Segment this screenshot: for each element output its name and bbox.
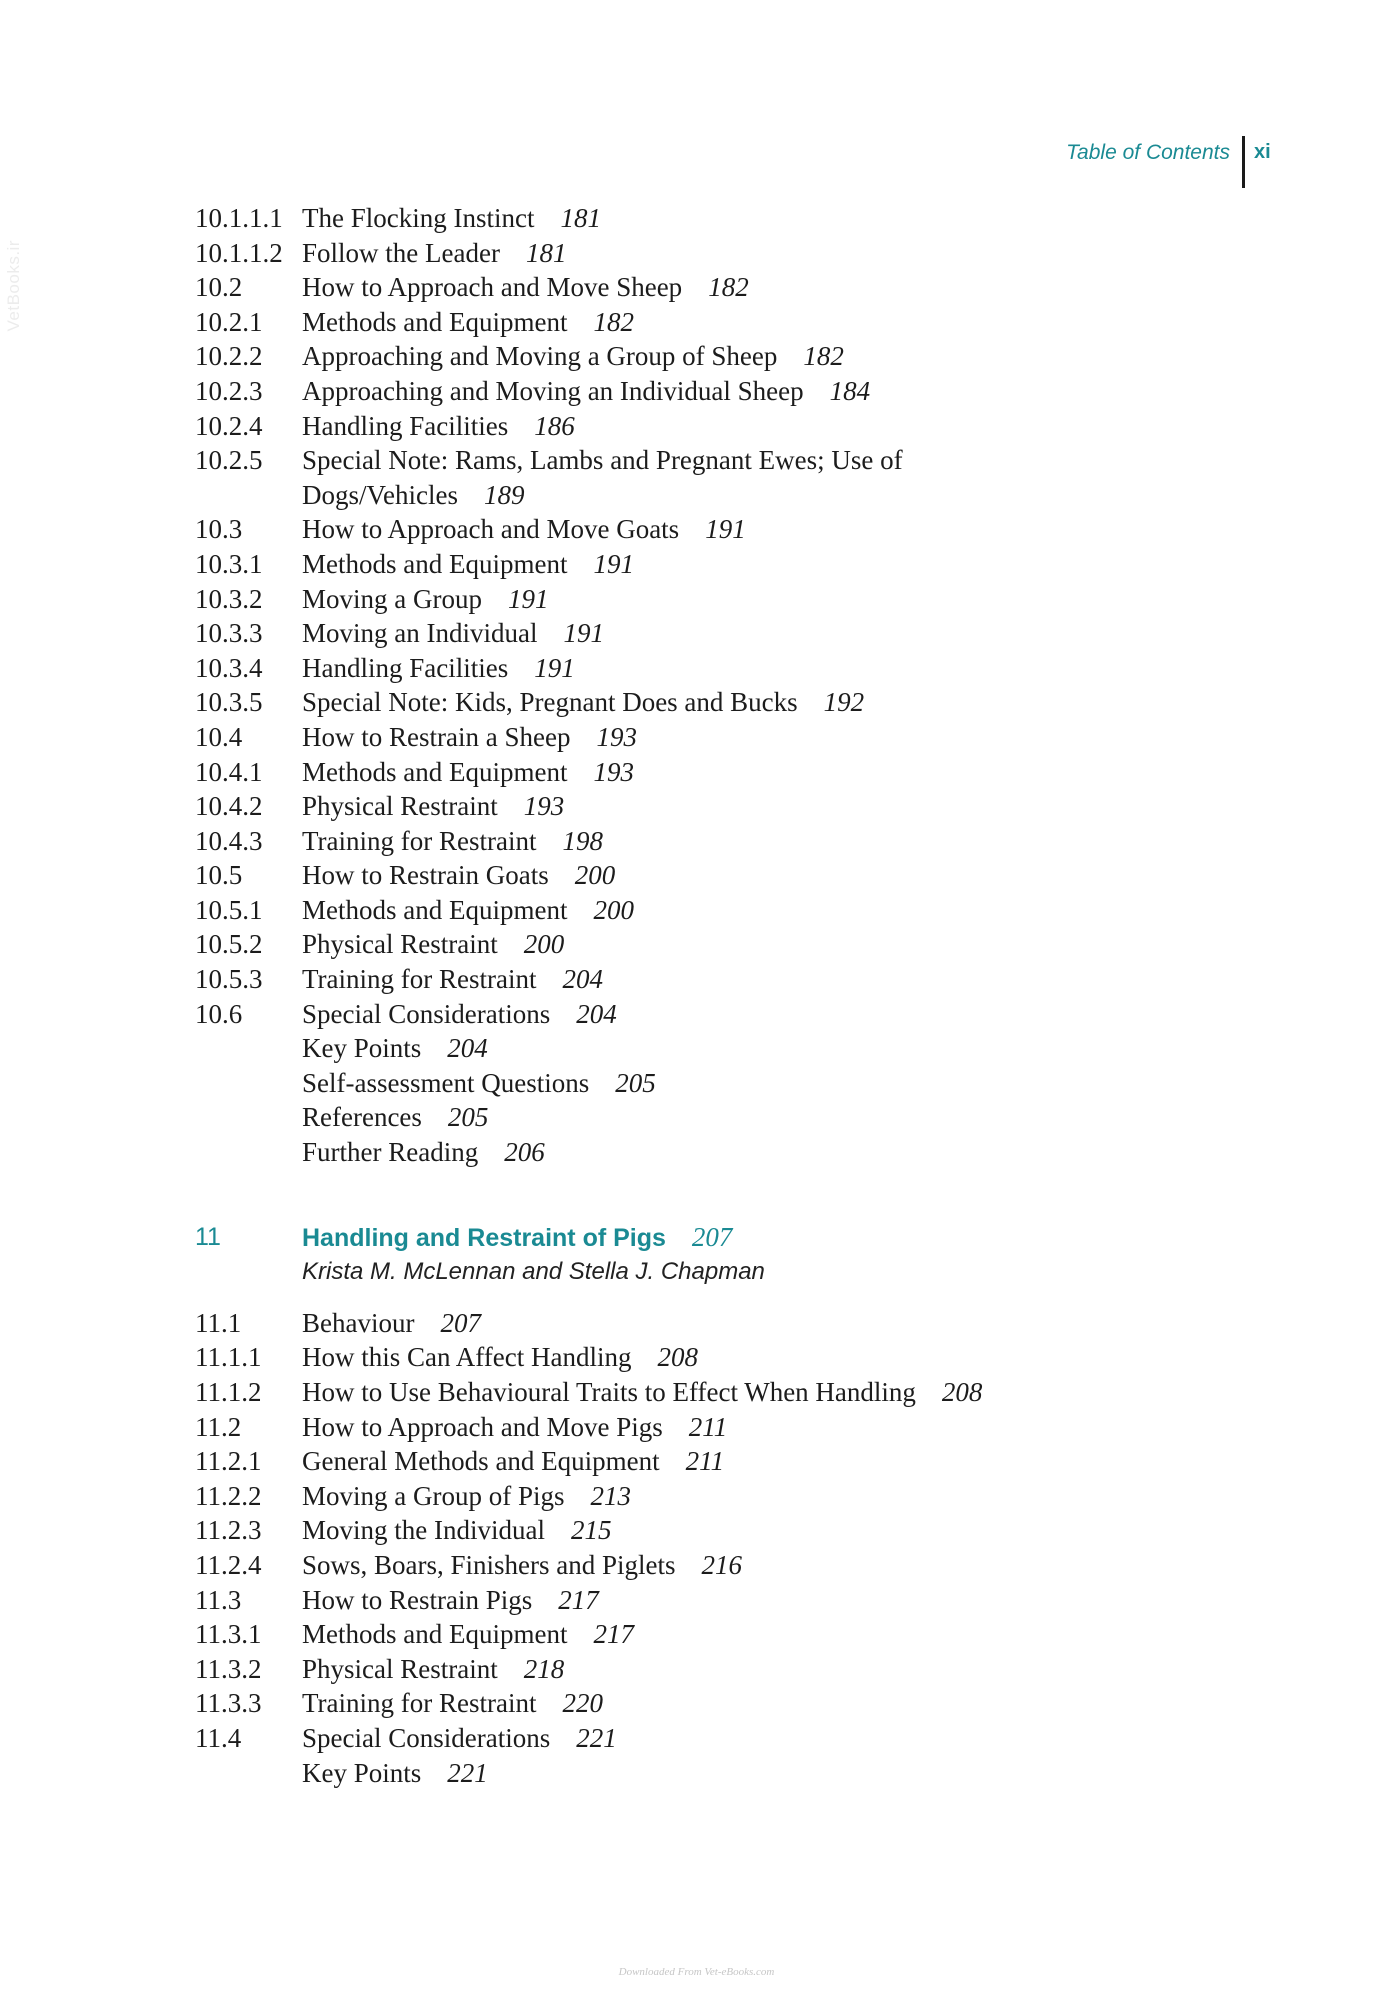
entry-number: 10.3.5: [195, 687, 263, 718]
toc-entry: [195, 1652, 1195, 1687]
entry-title-line: [302, 1721, 1195, 1756]
entry-title: Key Points: [302, 1757, 422, 1788]
entry-title: Methods and Equipment: [302, 548, 568, 579]
entry-title-line: [302, 789, 1195, 824]
toc-section-10: [195, 201, 1195, 1170]
toc-entry: [195, 1375, 1195, 1410]
entry-title: Approaching and Moving a Group of Sheep: [302, 341, 778, 372]
toc-entry: [195, 1479, 1195, 1514]
entry-title-line: [302, 685, 1195, 720]
entry-title: Follow the Leader: [302, 237, 500, 268]
entry-title-line: [302, 1479, 1195, 1514]
spacer: [195, 1290, 1195, 1306]
entry-title-line: [302, 409, 1195, 444]
entry-title-line: [302, 1031, 1195, 1066]
entry-title: How to Approach and Move Sheep: [302, 272, 683, 303]
entry-page: 205: [615, 1067, 656, 1098]
chapter-page: 207: [691, 1221, 733, 1252]
entry-number: 10.2: [195, 272, 243, 303]
entry-page: 207: [440, 1307, 481, 1338]
entry-title: Dogs/Vehicles: [302, 479, 458, 510]
entry-title-line: [302, 1306, 1195, 1341]
entry-title: Training for Restraint: [302, 825, 537, 856]
entry-number: 10.5.1: [195, 894, 263, 925]
entry-number: 10.3.1: [195, 548, 263, 579]
entry-page: 204: [576, 998, 617, 1029]
entry-title-line: [302, 582, 1195, 617]
toc-entry: [195, 1135, 1195, 1170]
entry-title: How to Approach and Move Pigs: [302, 1411, 663, 1442]
chapter-title: Handling and Restraint of Pigs: [302, 1223, 666, 1252]
entry-page: 182: [803, 341, 844, 372]
entry-title-line: [302, 1756, 1195, 1791]
entry-number: 11.3.2: [195, 1653, 262, 1684]
toc-entry: [195, 443, 1195, 478]
entry-title-line: [302, 305, 1195, 340]
entry-title-line: [302, 1652, 1195, 1687]
page-number: xi: [1254, 141, 1271, 163]
entry-page: 189: [483, 479, 525, 510]
entry-title-line: [302, 1513, 1195, 1548]
chapter-authors: Krista M. McLennan and Stella J. Chapman: [302, 1258, 765, 1286]
entry-title: Methods and Equipment: [302, 1619, 568, 1650]
toc-entry: [195, 1583, 1195, 1618]
entry-number: [195, 1756, 302, 1791]
entry-page: 217: [558, 1584, 599, 1615]
entry-number: 10.3.4: [195, 652, 263, 683]
entry-title: Handling Facilities: [302, 410, 509, 441]
entry-number: 10.5.3: [195, 964, 263, 995]
toc-entry: [195, 547, 1195, 582]
entry-title: Moving a Group: [302, 583, 482, 614]
entry-title-line: [302, 1444, 1195, 1479]
entry-number: 10.3.3: [195, 618, 263, 649]
entry-page: 191: [563, 618, 604, 649]
entry-title: Methods and Equipment: [302, 306, 568, 337]
entry-number: 10.1.1.1: [195, 203, 283, 233]
toc-entry: [195, 651, 1195, 686]
entry-number: [195, 1066, 302, 1101]
entry-title: How to Restrain Goats: [302, 860, 549, 891]
entry-page: 186: [534, 410, 575, 441]
toc-entry: [195, 1031, 1195, 1066]
entry-title: Special Note: Rams, Lambs and Pregnant Ewes; Use of: [302, 445, 903, 476]
entry-page: 216: [701, 1549, 743, 1580]
entry-title: How to Restrain a Sheep: [302, 721, 571, 752]
running-head-title: Table of Contents: [1066, 141, 1230, 164]
chapter-number: 11: [195, 1222, 221, 1251]
entry-title: Special Considerations: [302, 1722, 551, 1753]
entry-title: The Flocking Instinct: [302, 203, 535, 233]
spacer: [195, 1255, 302, 1290]
entry-page: 193: [523, 791, 565, 822]
entry-page: 208: [941, 1377, 983, 1407]
entry-title: Moving an Individual: [302, 618, 538, 649]
entry-title: Special Considerations: [302, 998, 551, 1029]
entry-number: 11.2: [195, 1411, 242, 1442]
entry-title-line: [302, 512, 1195, 547]
entry-title-line: [302, 1340, 1195, 1375]
toc-entry: [195, 1306, 1195, 1341]
entry-page: 192: [823, 687, 865, 718]
entry-number: 10.2.3: [195, 375, 263, 406]
entry-number: 11.2.4: [195, 1549, 262, 1580]
table-of-contents: [195, 201, 1195, 1790]
toc-entry: [195, 755, 1195, 790]
entry-page: 200: [593, 894, 634, 925]
entry-page: 198: [562, 825, 603, 856]
entry-title: Training for Restraint: [302, 1688, 537, 1719]
entry-page: 221: [447, 1757, 488, 1788]
entry-number: 10.4.3: [195, 825, 263, 856]
entry-number: 11.3.1: [195, 1619, 262, 1650]
entry-title: Sows, Boars, Finishers and Piglets: [302, 1549, 676, 1580]
entry-number: 11.1.1: [195, 1342, 262, 1373]
toc-entry: [195, 1066, 1195, 1101]
entry-number: 11.3: [195, 1584, 242, 1615]
entry-title-line: [302, 1375, 1195, 1410]
toc-entry: [195, 858, 1195, 893]
entry-title: Special Note: Kids, Pregnant Does and Bucks: [302, 687, 798, 718]
entry-title: General Methods and Equipment: [302, 1446, 660, 1477]
toc-entry: [195, 1686, 1195, 1721]
entry-page: 206: [504, 1137, 545, 1168]
entry-title-line: [302, 1066, 1195, 1101]
entry-page: 215: [570, 1515, 612, 1546]
entry-title: Physical Restraint: [302, 791, 498, 822]
entry-page: 184: [829, 375, 871, 406]
footer-watermark: Downloaded From Vet-eBooks.com: [618, 1966, 775, 1978]
entry-page: 182: [708, 272, 749, 303]
entry-page: 217: [593, 1619, 634, 1650]
entry-title: Self-assessment Questions: [302, 1067, 590, 1098]
entry-title-line: [302, 478, 1195, 513]
entry-title-line: [302, 1410, 1195, 1445]
entry-number: 10.4.2: [195, 791, 263, 822]
entry-title-line: [302, 201, 1195, 236]
entry-title: Methods and Equipment: [302, 894, 568, 925]
entry-page: 221: [576, 1722, 617, 1753]
watermark: VetBooks.ir: [4, 240, 23, 332]
entry-page: 200: [574, 860, 616, 891]
entry-number: 11.1: [195, 1307, 242, 1338]
entry-title-line: [302, 893, 1195, 928]
entry-number: 10.3: [195, 514, 243, 545]
entry-number: 10.6: [195, 998, 243, 1029]
entry-number: 10.5.2: [195, 929, 263, 960]
toc-entry: [195, 1617, 1195, 1652]
entry-page: 220: [562, 1688, 603, 1719]
entry-title-line: [302, 443, 1195, 478]
entry-title: How to Restrain Pigs: [302, 1584, 533, 1615]
entry-number: 11.2.3: [195, 1515, 262, 1546]
entry-number: 10.5: [195, 860, 243, 891]
entry-number: 10.4.1: [195, 756, 263, 787]
entry-page: 191: [507, 583, 549, 614]
entry-title-line: [302, 720, 1195, 755]
entry-title-line: [302, 1686, 1195, 1721]
entry-page: 204: [562, 964, 603, 995]
entry-page: 191: [534, 652, 575, 683]
entry-title-line: [302, 1100, 1195, 1135]
entry-page: 205: [447, 1102, 489, 1133]
toc-entry: [195, 478, 1195, 513]
entry-title-line: [302, 927, 1195, 962]
toc-entry: [195, 1340, 1195, 1375]
entry-number: 10.4: [195, 721, 243, 752]
entry-title: Further Reading: [302, 1137, 479, 1168]
entry-page: 211: [685, 1446, 725, 1477]
toc-entry: [195, 305, 1195, 340]
entry-title: Physical Restraint: [302, 1653, 498, 1684]
toc-entry: [195, 824, 1195, 859]
toc-entry: [195, 616, 1195, 651]
running-head-divider: [1242, 136, 1245, 188]
toc-entry: [195, 270, 1195, 305]
entry-number: 11.4: [195, 1722, 242, 1753]
entry-page: 191: [593, 548, 634, 579]
toc-entry: [195, 1721, 1195, 1756]
chapter-heading: [195, 1220, 1195, 1256]
toc-entry: [195, 339, 1195, 374]
chapter-authors-row: [195, 1255, 1195, 1290]
entry-title-line: [302, 547, 1195, 582]
entry-title-line: [302, 858, 1195, 893]
entry-number: [195, 1135, 302, 1170]
entry-page: 200: [523, 929, 565, 960]
entry-title: How this Can Affect Handling: [302, 1342, 632, 1373]
entry-title: Physical Restraint: [302, 929, 498, 960]
entry-page: 191: [705, 514, 746, 545]
entry-number: 11.2.2: [195, 1480, 262, 1511]
toc-entry: [195, 720, 1195, 755]
entry-page: 181: [525, 237, 567, 268]
entry-title-line: [302, 962, 1195, 997]
toc-entry: [195, 789, 1195, 824]
toc-entry: [195, 409, 1195, 444]
entry-page: 193: [593, 756, 634, 787]
entry-number: 10.1.1.2: [195, 237, 283, 268]
entry-title-line: [302, 1617, 1195, 1652]
toc-entry: [195, 893, 1195, 928]
toc-entry: [195, 374, 1195, 409]
entry-page: 218: [523, 1653, 565, 1684]
toc-entry: [195, 1410, 1195, 1445]
toc-entry: [195, 1513, 1195, 1548]
entry-page: 211: [688, 1411, 728, 1442]
entry-title: Behaviour: [302, 1307, 415, 1338]
entry-page: 208: [657, 1342, 698, 1373]
entry-title-line: [302, 997, 1195, 1032]
entry-title-line: [302, 1135, 1195, 1170]
entry-title: References: [302, 1102, 422, 1133]
toc-section-11: [195, 1306, 1195, 1790]
entry-number: [195, 1100, 302, 1135]
entry-title: Training for Restraint: [302, 964, 537, 995]
entry-number: [195, 1031, 302, 1066]
entry-number: 10.2.5: [195, 445, 263, 476]
toc-entry: [195, 962, 1195, 997]
toc-entry: [195, 1444, 1195, 1479]
chapter-title-line: [302, 1220, 1195, 1256]
spacer: [195, 1170, 1195, 1220]
entry-number: 11.2.1: [195, 1446, 262, 1477]
entry-number: 11.3.3: [195, 1688, 262, 1719]
entry-title: How to Use Behavioural Traits to Effect When Handling: [302, 1377, 916, 1407]
toc-entry: [195, 236, 1195, 271]
entry-title-line: [302, 236, 1195, 271]
entry-title: Moving the Individual: [302, 1515, 545, 1546]
entry-page: 193: [596, 721, 637, 752]
toc-entry: [195, 685, 1195, 720]
entry-title-line: [302, 1583, 1195, 1618]
toc-entry: [195, 1100, 1195, 1135]
entry-number: 10.2.4: [195, 410, 263, 441]
entry-title-line: [302, 755, 1195, 790]
toc-entry: [195, 582, 1195, 617]
toc-entry: [195, 1756, 1195, 1791]
entry-title-line: [302, 651, 1195, 686]
entry-title-line: [302, 339, 1195, 374]
toc-entry: [195, 997, 1195, 1032]
toc-entry: [195, 512, 1195, 547]
entry-title: How to Approach and Move Goats: [302, 514, 680, 545]
entry-number: 10.2.2: [195, 341, 263, 372]
entry-page: 213: [590, 1480, 631, 1511]
entry-number: 11.1.2: [195, 1377, 262, 1407]
entry-number: [195, 478, 302, 513]
entry-page: 204: [447, 1033, 488, 1064]
toc-entry: [195, 927, 1195, 962]
entry-title-line: [302, 824, 1195, 859]
entry-title-line: [302, 1548, 1195, 1583]
entry-page: 181: [560, 203, 601, 233]
entry-title: Methods and Equipment: [302, 756, 568, 787]
entry-title: Moving a Group of Pigs: [302, 1480, 565, 1511]
entry-title: Handling Facilities: [302, 652, 509, 683]
entry-title: Key Points: [302, 1033, 422, 1064]
toc-entry: [195, 1548, 1195, 1583]
entry-title-line: [302, 270, 1195, 305]
entry-title-line: [302, 616, 1195, 651]
entry-page: 182: [593, 306, 634, 337]
entry-title: Approaching and Moving an Individual Sheep: [302, 375, 804, 406]
entry-number: 10.3.2: [195, 583, 263, 614]
entry-number: 10.2.1: [195, 306, 263, 337]
toc-entry: [195, 201, 1195, 236]
entry-title-line: [302, 374, 1195, 409]
